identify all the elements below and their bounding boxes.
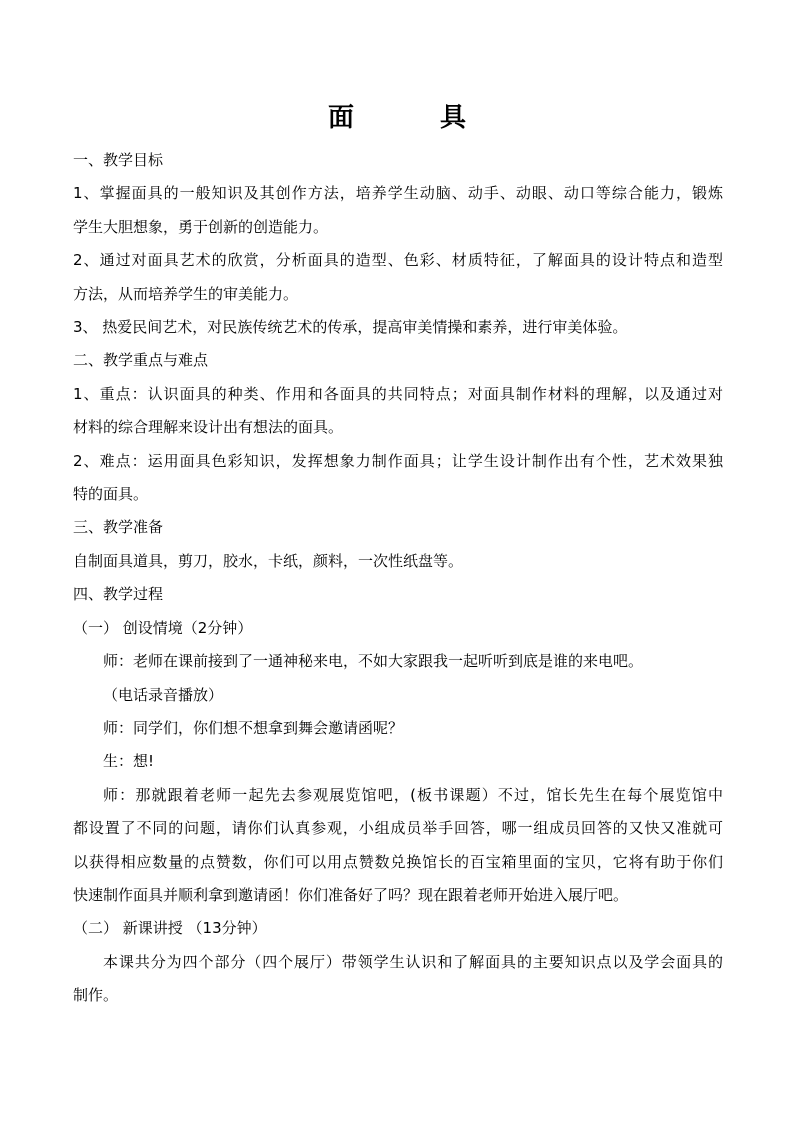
paragraph-line: 本课共分为四个部分（四个展厅）带领学生认识和了解面具的主要知识点以及学会面具的	[103, 952, 723, 971]
dialogue-line: （电话录音播放）	[103, 685, 224, 704]
section-heading-process: 四、教学过程	[73, 585, 164, 604]
paragraph-line: 都设置了不同的问题，请你们认真参观，小组成员举手回答，哪一组成员回答的又快又准就可	[73, 819, 723, 838]
dialogue-line: 师：同学们，你们想不想拿到舞会邀请函呢？	[103, 718, 404, 737]
paragraph-line: 自制面具道具，剪刀，胶水，卡纸，颜料，一次性纸盘等。	[73, 551, 464, 570]
paragraph-line: 3、 热爱民间艺术，对民族传统艺术的传承，提高审美情操和素养，进行审美体验。	[73, 318, 628, 337]
paragraph-line: 2、通过对面具艺术的欣赏，分析面具的造型、色彩、材质特征，了解面具的设计特点和造型	[73, 251, 723, 270]
document-body	[73, 144, 723, 1013]
paragraph-line: 1、重点：认识面具的种类、作用和各面具的共同特点；对面具制作材料的理解，以及通过对	[73, 384, 723, 403]
section-heading-preparation: 三、教学准备	[73, 518, 164, 537]
paragraph-line: 以获得相应数量的点赞数，你们可以用点赞数兑换馆长的百宝箱里面的宝贝，它将有助于你们	[73, 852, 723, 871]
subsection-heading-new-lesson: （二） 新课讲授 （13分钟）	[73, 919, 267, 938]
paragraph-line: 师：那就跟着老师一起先去参观展览馆吧，(板书课题）不过，馆长先生在每个展览馆中	[103, 785, 723, 804]
page-title: 面 具	[327, 103, 496, 133]
paragraph-line: 材料的综合理解来设计出有想法的面具。	[73, 418, 344, 437]
paragraph-line: 制作。	[73, 986, 119, 1005]
paragraph-line: 快速制作面具并顺利拿到邀请函！你们准备好了吗？现在跟着老师开始进入展厅吧。	[73, 885, 629, 904]
paragraph-line: 1、掌握面具的一般知识及其创作方法，培养学生动脑、动手、动眼、动口等综合能力，锻炼	[73, 184, 723, 203]
paragraph-line: 2、难点：运用面具色彩知识，发挥想象力制作面具；让学生设计制作出有个性，艺术效果独	[73, 451, 723, 470]
section-heading-objectives: 一、教学目标	[73, 151, 164, 169]
paragraph-line: 学生大胆想象，勇于创新的创造能力。	[73, 217, 329, 236]
dialogue-line: 生：想!	[103, 752, 155, 771]
paragraph-line: 方法，从而培养学生的审美能力。	[73, 284, 299, 303]
dialogue-line: 师：老师在课前接到了一通神秘来电，不如大家跟我一起听听到底是谁的来电吧。	[103, 652, 644, 671]
subsection-heading-situation: （一） 创设情境（2分钟）	[73, 618, 253, 637]
paragraph-line: 特的面具。	[73, 485, 149, 504]
section-heading-key-points: 二、教学重点与难点	[73, 351, 209, 370]
